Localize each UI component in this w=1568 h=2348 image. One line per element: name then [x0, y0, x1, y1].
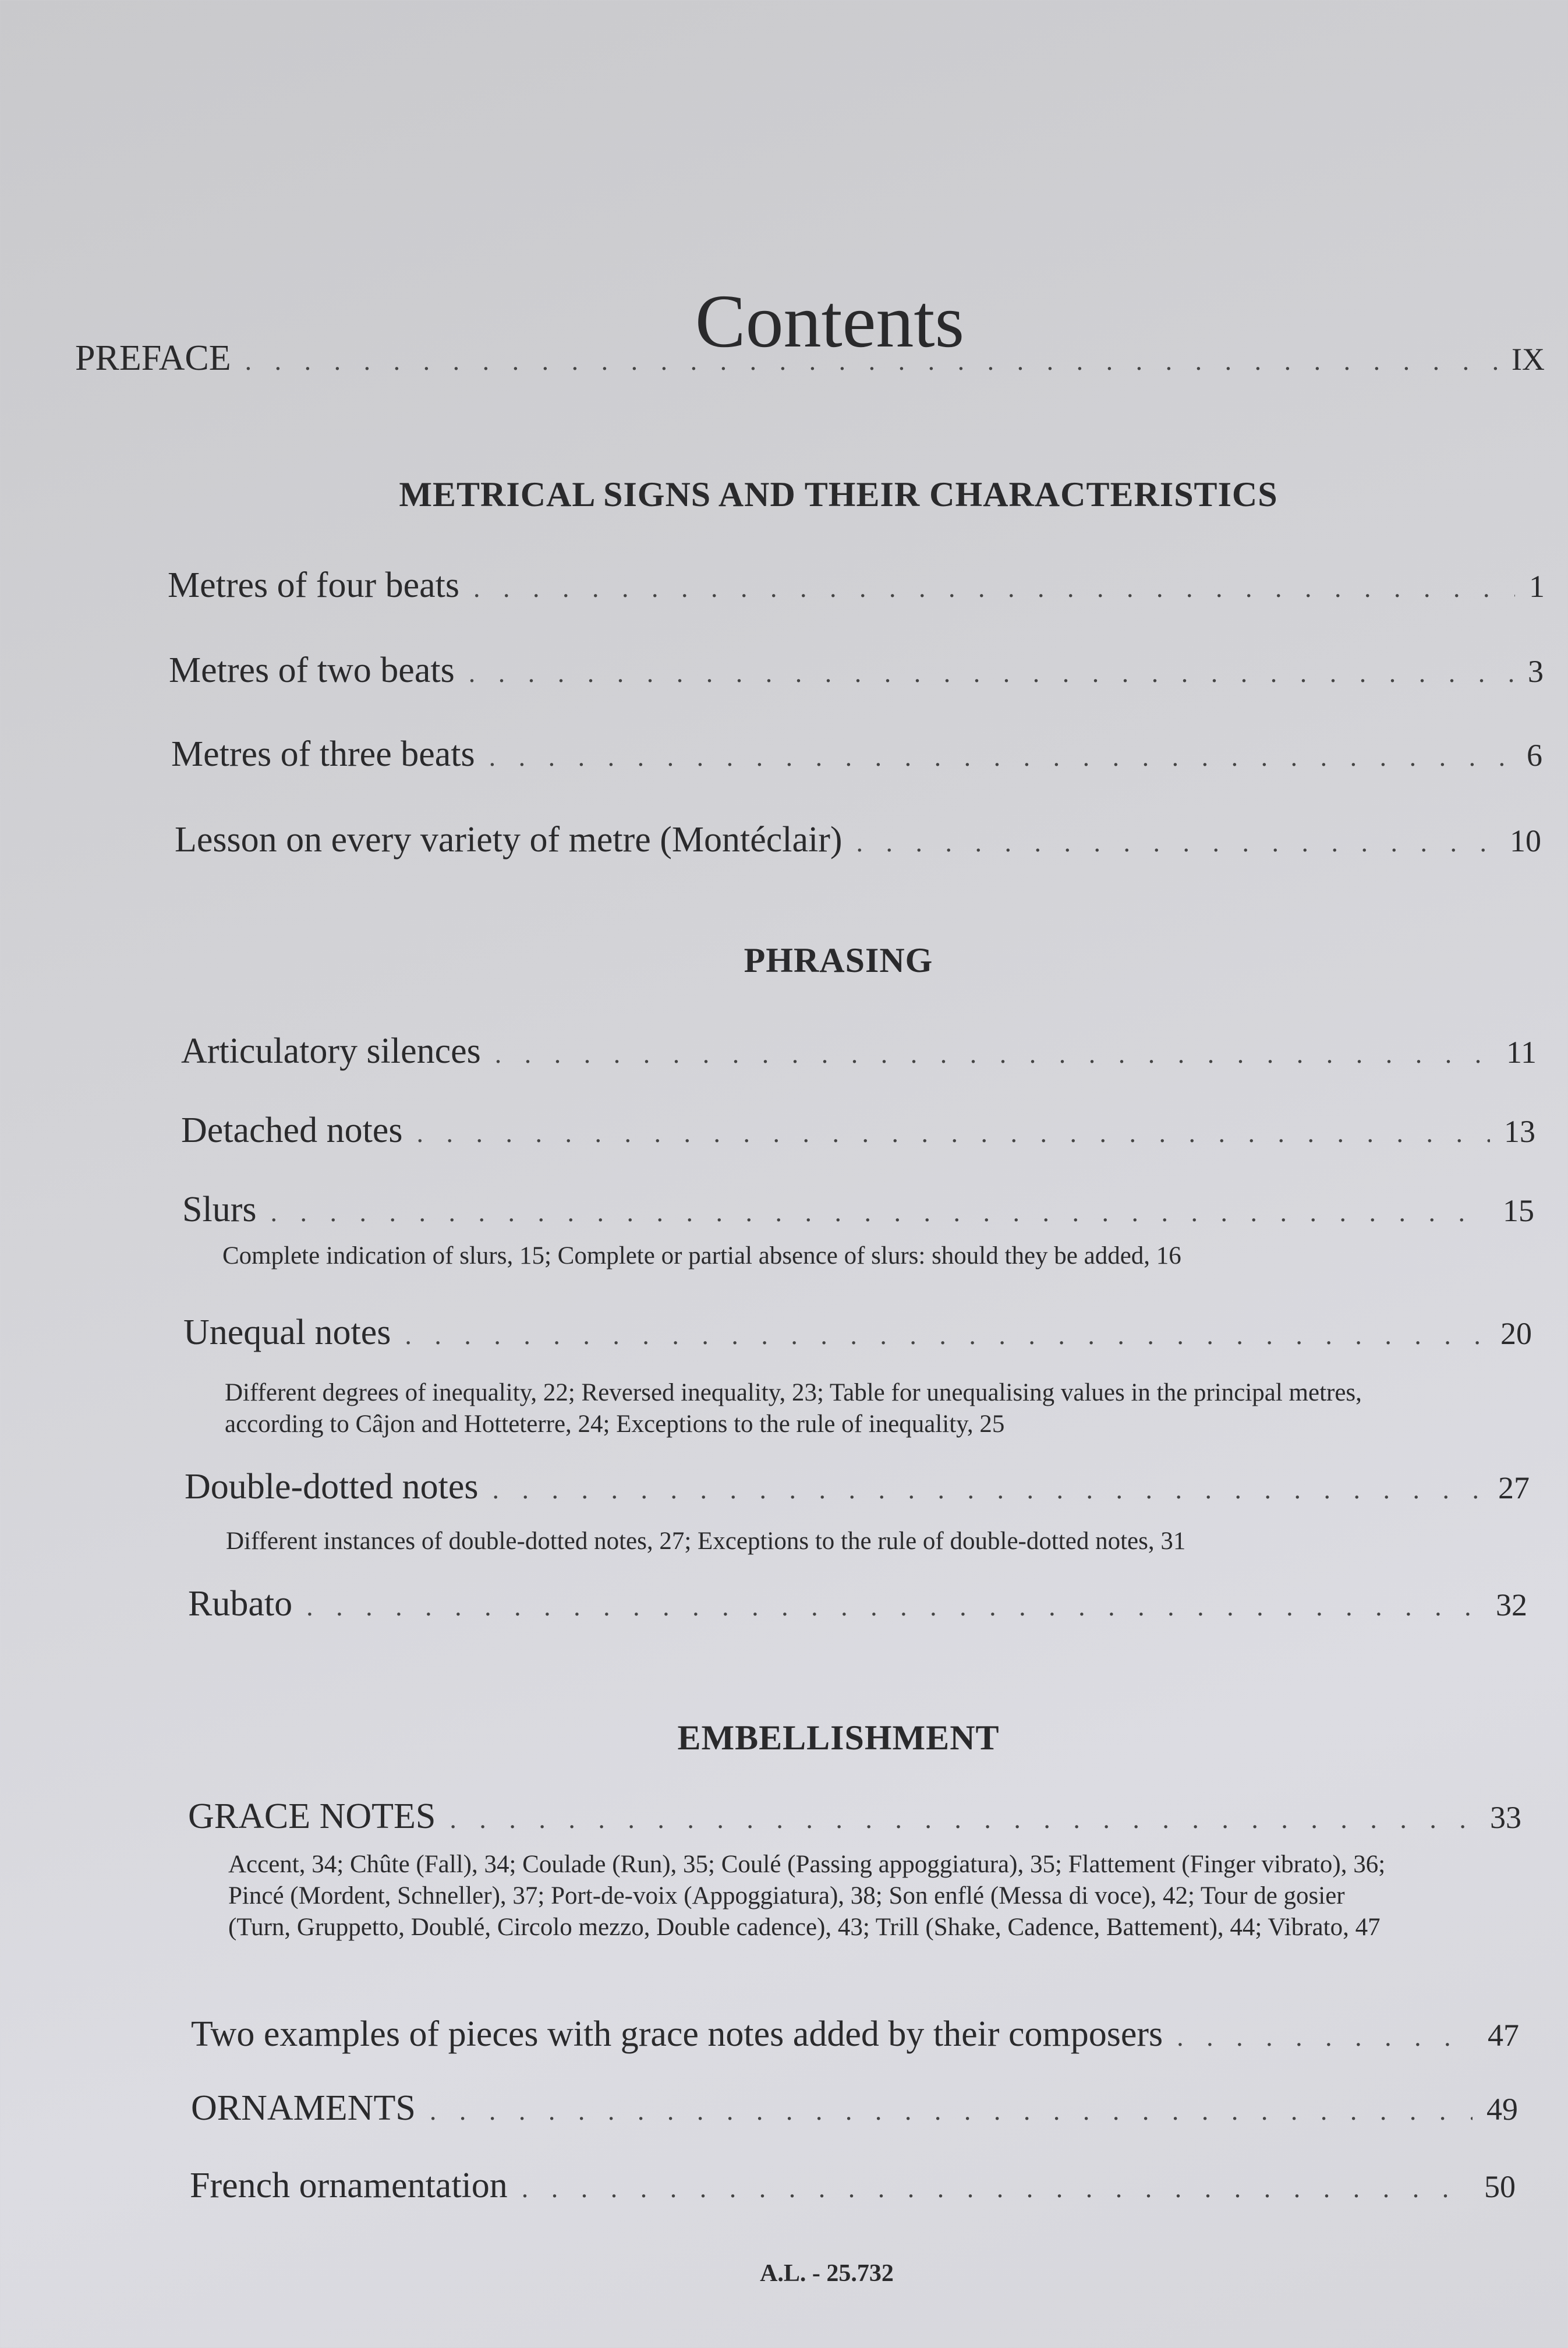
- toc-entry: [185, 1466, 1530, 1508]
- entry-label: French ornamentation: [190, 2166, 508, 2205]
- dot-leader: [473, 572, 1515, 603]
- entry-label: Metres of four beats: [168, 565, 459, 605]
- entry-subtopics: Different degrees of inequality, 22; Reversed inequality, 23; Table for unequalising values in the principal metres, according to Câjon and Hotteterre, 24; Exceptions to the rule of inequality, 25: [225, 1379, 1362, 1438]
- toc-entry: [182, 1189, 1534, 1230]
- toc-entry: [191, 2014, 1519, 2055]
- dot-leader: [495, 1038, 1492, 1069]
- toc-entry: [188, 1583, 1527, 1625]
- entry-page: 13: [1504, 1114, 1535, 1149]
- dot-leader: [493, 1474, 1484, 1505]
- entry-label: ORNAMENTS: [191, 2088, 416, 2128]
- entry-page: 20: [1500, 1316, 1532, 1351]
- entry-page: 11: [1506, 1035, 1537, 1070]
- dot-leader: [306, 1591, 1482, 1622]
- entry-label: PREFACE: [75, 338, 231, 378]
- dot-leader: [405, 1320, 1486, 1350]
- page-title: Contents: [695, 280, 965, 364]
- entry-label: Articulatory silences: [181, 1031, 481, 1071]
- entry-label: Detached notes: [181, 1111, 403, 1150]
- dot-leader: [522, 2173, 1470, 2204]
- dot-leader: [270, 1197, 1489, 1228]
- dot-leader: [430, 2095, 1473, 2126]
- toc-entry: [171, 734, 1542, 775]
- toc-entry: [169, 650, 1544, 691]
- entry-label: Metres of three beats: [171, 734, 475, 774]
- dot-leader: [1177, 2021, 1474, 2052]
- toc-entry-preface: [75, 338, 1545, 379]
- toc-entry: [175, 819, 1541, 861]
- entry-page: 1: [1529, 569, 1545, 604]
- toc-entry: [191, 2088, 1518, 2129]
- entry-label: Metres of two beats: [169, 650, 455, 690]
- entry-label: Lesson on every variety of metre (Montéclair): [175, 820, 843, 860]
- dot-leader: [416, 1118, 1490, 1148]
- section-heading-embellishment: EMBELLISHMENT: [677, 1718, 1000, 1757]
- dot-leader: [856, 827, 1496, 858]
- entry-label: Two examples of pieces with grace notes added by their composers: [191, 2014, 1163, 2054]
- entry-label: Double-dotted notes: [185, 1467, 479, 1507]
- toc-entry: [181, 1031, 1537, 1072]
- toc-entry: [183, 1312, 1532, 1353]
- catalogue-number: A.L. - 25.732: [760, 2260, 894, 2287]
- dot-leader: [449, 1804, 1476, 1834]
- entry-page: 3: [1528, 654, 1544, 689]
- dot-leader: [245, 345, 1498, 376]
- entry-label: Unequal notes: [183, 1313, 391, 1352]
- entry-subtopics: Complete indication of slurs, 15; Complete or partial absence of slurs: should they be added, 16: [222, 1242, 1181, 1270]
- entry-page: IX: [1512, 342, 1545, 377]
- entry-page: 33: [1490, 1800, 1521, 1835]
- entry-page: 6: [1527, 738, 1542, 773]
- entry-label: Rubato: [188, 1584, 293, 1624]
- entry-page: 15: [1503, 1193, 1534, 1228]
- entry-label: Slurs: [182, 1190, 257, 1229]
- section-heading-metrical: METRICAL SIGNS AND THEIR CHARACTERISTICS: [399, 475, 1278, 514]
- entry-page: 32: [1496, 1587, 1527, 1622]
- toc-entry: [181, 1110, 1535, 1151]
- toc-entry: [188, 1796, 1521, 1837]
- entry-page: 50: [1484, 2169, 1516, 2204]
- entry-page: 27: [1498, 1470, 1530, 1505]
- entry-page: 10: [1510, 823, 1541, 858]
- entry-page: 47: [1488, 2018, 1519, 2053]
- dot-leader: [489, 741, 1513, 772]
- toc-entry: [168, 565, 1545, 606]
- entry-page: 49: [1486, 2092, 1518, 2127]
- dot-leader: [469, 657, 1514, 688]
- toc-entry: [190, 2165, 1516, 2206]
- entry-subtopics: Accent, 34; Chûte (Fall), 34; Coulade (Run), 35; Coulé (Passing appoggiatura), 35; Flattement (Finger vibrato), 36; Pincé (Mordent, Schneller), 37; Port-de-voix (Appoggiatura), 38; Son enflé (Messa di voce), 42; Tour de gosier (Turn, Gruppetto, Doublé, Circolo mezzo, Double cadence), 43; Trill (Shake, Cadence, Battement), 44; Vibrato, 47: [228, 1851, 1386, 1941]
- entry-label: GRACE NOTES: [188, 1797, 436, 1836]
- entry-subtopics: Different instances of double-dotted notes, 27; Exceptions to the rule of double-dotted notes, 31: [226, 1527, 1186, 1555]
- section-heading-phrasing: PHRASING: [744, 941, 933, 979]
